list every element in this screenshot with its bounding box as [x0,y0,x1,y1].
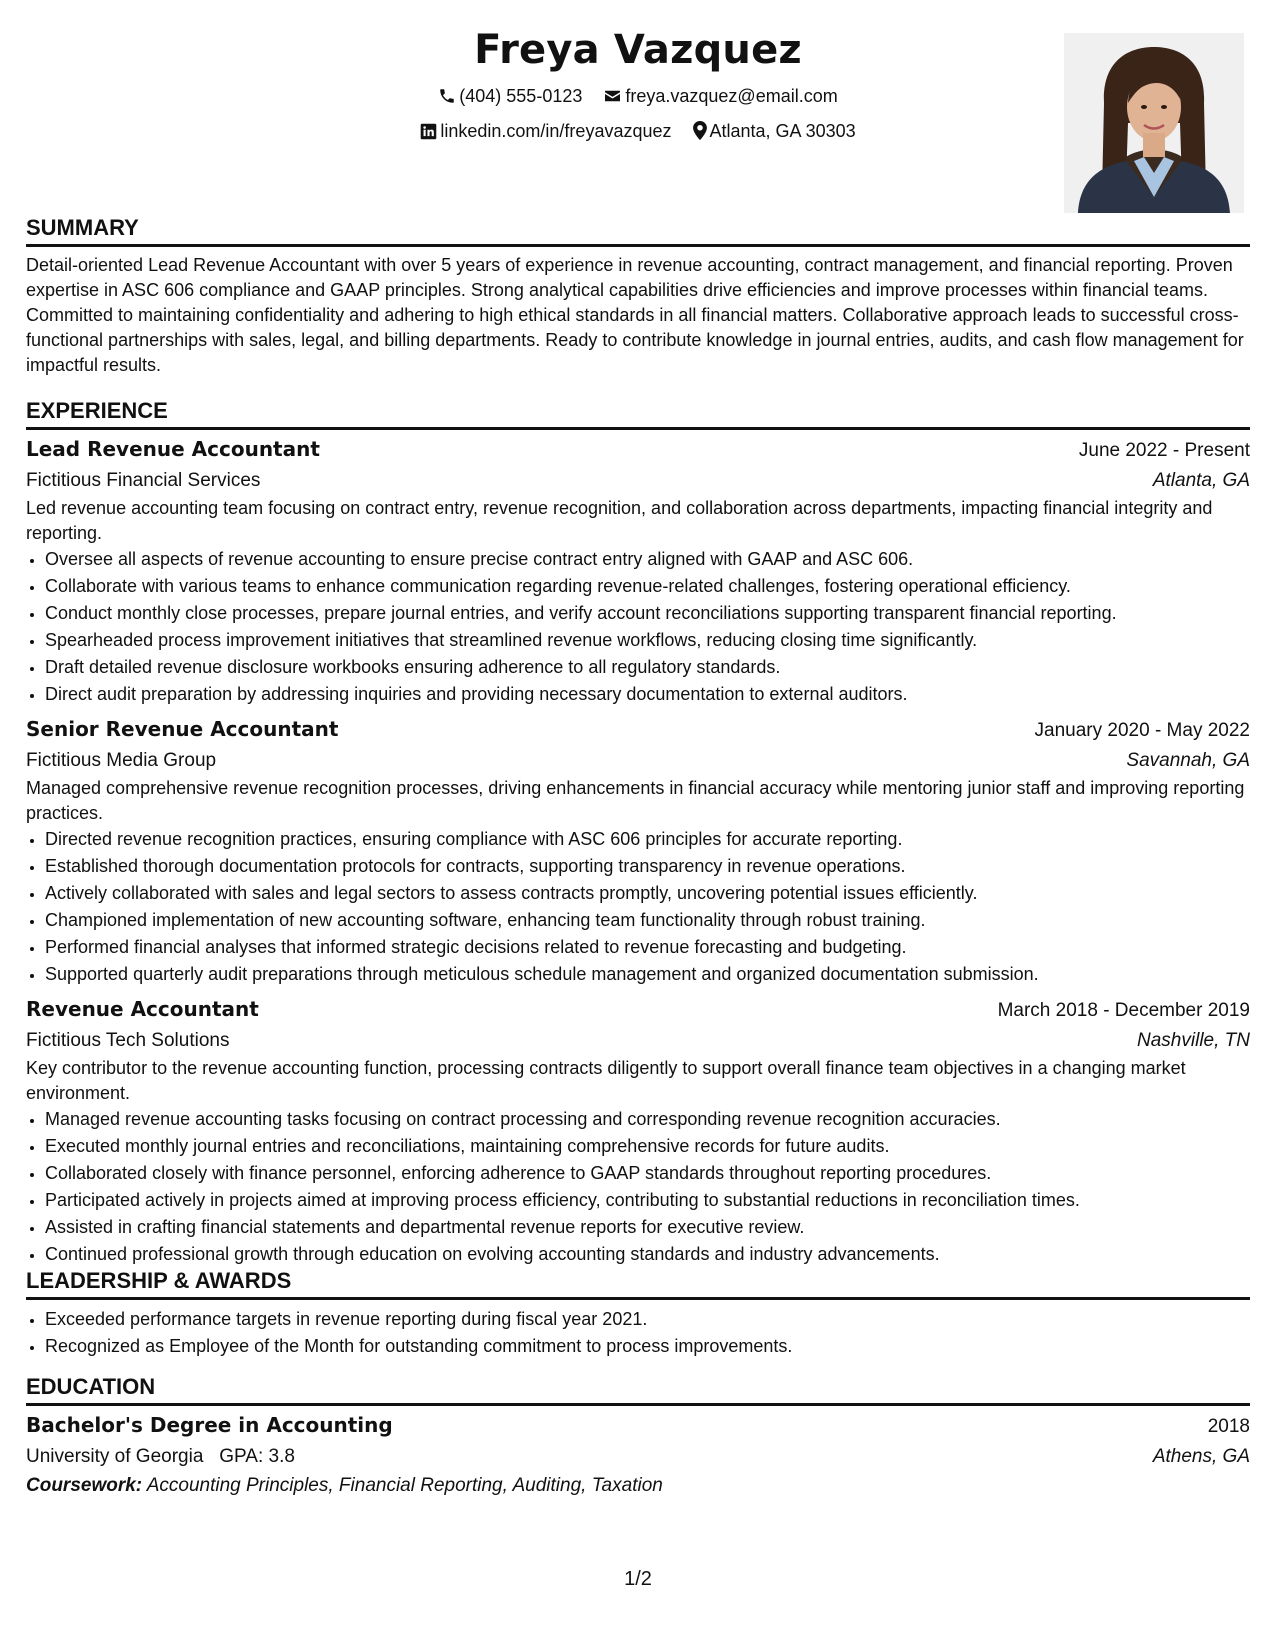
profile-photo [1064,33,1244,213]
linkedin-url: linkedin.com/in/freyavazquez [440,121,672,141]
contact-linkedin[interactable] [420,118,671,147]
contact-email[interactable] [603,83,837,112]
job-dates: June 2022 - Present [1078,440,1250,461]
job-entry [26,714,1250,988]
experience-section [26,397,1250,1268]
coursework-line [26,1472,1250,1500]
experience-heading: EXPERIENCE [26,397,1250,430]
list-item: • Managed revenue accounting tasks focusing on contract processing and corresponding revenue recognition accuracies. [45,1106,1250,1133]
resume-page [26,0,1250,1650]
job-company: Fictitious Tech Solutions [26,1030,230,1051]
list-item: • Established thorough documentation protocols for contracts, supporting transparency in revenue operations. [45,853,1250,880]
job-header-row [26,714,1250,746]
list-item: • Directed revenue recognition practices, ensuring compliance with ASC 606 principles for accurate reporting. [45,826,1250,853]
job-description: Managed comprehensive revenue recognition processes, driving enhancements in financial accuracy while mentoring junior staff and improving reporting practices. [26,778,1245,823]
summary-text: Detail-oriented Lead Revenue Accountant with over 5 years of experience in revenue accounting, contract management, and financial reporting. Proven expertise in ASC 606 compliance and GAAP principles. Strong analytical capabilities drive efficiencies and improve processes within financial teams. Committed to maintaining confidentiality and adhering to high ethical standards in all financial matters. Collaborative approach leads to successful cross-functional partnerships with sales, legal, and billing departments. Ready to contribute knowledge in journal entries, audits, and cash flow management for impactful results. [26,255,1244,375]
list-item: • Actively collaborated with sales and legal sectors to assess contracts promptly, uncovering potential issues efficiently. [45,880,1250,907]
education-heading: EDUCATION [26,1373,1250,1406]
envelope-icon [603,86,622,112]
coursework-label: Coursework: [26,1475,143,1496]
education-header-row [26,1410,1250,1442]
list-item: • Direct audit preparation by addressing inquiries and providing necessary documentation to external auditors. [45,681,1250,708]
list-item: • Championed implementation of new accounting software, enhancing team functionality through robust training. [45,907,1250,934]
job-company-row [26,466,1250,496]
summary-heading: SUMMARY [26,214,1250,247]
job-title: Lead Revenue Accountant [26,437,320,461]
education-section [26,1373,1250,1500]
job-entry [26,434,1250,708]
list-item: • Draft detailed revenue disclosure workbooks ensuring adherence to all regulatory standards. [45,654,1250,681]
list-item: • Assisted in crafting financial statements and departmental revenue reports for executive review. [45,1214,1250,1241]
phone-icon [438,86,456,112]
linkedin-icon [420,121,437,147]
degree-title: Bachelor's Degree in Accounting [26,1413,393,1437]
job-header-row [26,994,1250,1026]
job-company-row [26,1026,1250,1056]
job-bullets [26,826,1250,988]
list-item: • Conduct monthly close processes, prepare journal entries, and verify account reconciliations supporting transparent financial reporting. [45,600,1250,627]
job-company: Fictitious Financial Services [26,470,261,491]
job-header-row [26,434,1250,466]
awards-bullets [26,1306,1250,1360]
school-name: University of Georgia [26,1446,204,1467]
email-address: freya.vazquez@email.com [625,86,838,106]
phone-number: (404) 555-0123 [459,86,583,106]
job-location: Savannah, GA [1126,750,1250,771]
list-item: • Participated actively in projects aimed at improving process efficiency, contributing to substantial reductions in reconciliation times. [45,1187,1250,1214]
job-dates: March 2018 - December 2019 [997,1000,1250,1021]
list-item: • Spearheaded process improvement initiatives that streamlined revenue workflows, reducing closing time significantly. [45,627,1250,654]
list-item: • Collaborated closely with finance personnel, enforcing adherence to GAAP standards throughout reporting procedures. [45,1160,1250,1187]
page-number: 1/2 [624,1568,652,1590]
list-item: • Exceeded performance targets in revenue reporting during fiscal year 2021. [45,1306,1250,1333]
job-description: Key contributor to the revenue accounting function, processing contracts diligently to support overall finance team objectives in a changing market environment. [26,1058,1186,1103]
list-item: • Supported quarterly audit preparations through meticulous schedule management and organized documentation submission. [45,961,1250,988]
job-title: Revenue Accountant [26,997,259,1021]
education-school-row [26,1442,1250,1472]
summary-section [26,214,1250,378]
job-bullets [26,546,1250,708]
map-marker-icon [693,121,707,147]
list-item: • Collaborate with various teams to enhance communication regarding revenue-related challenges, fostering operational efficiency. [45,573,1250,600]
list-item: • Recognized as Employee of the Month for outstanding commitment to process improvements. [45,1333,1250,1360]
graduation-year: 2018 [1207,1416,1250,1437]
contact-location [693,118,856,147]
job-title: Senior Revenue Accountant [26,717,339,741]
job-dates: January 2020 - May 2022 [1034,720,1250,741]
list-item: • Oversee all aspects of revenue accounting to ensure precise contract entry aligned with GAAP and ASC 606. [45,546,1250,573]
location-text: Atlanta, GA 30303 [709,121,856,141]
awards-section [26,1267,1250,1360]
school-info [26,1442,295,1472]
job-company-row [26,746,1250,776]
job-description: Led revenue accounting team focusing on contract entry, revenue recognition, and collaboration across departments, impacting financial integrity and reporting. [26,498,1213,543]
job-company: Fictitious Media Group [26,750,217,771]
job-bullets [26,1106,1250,1268]
awards-heading: LEADERSHIP & AWARDS [26,1267,1250,1300]
list-item: • Performed financial analyses that informed strategic decisions related to revenue forecasting and budgeting. [45,934,1250,961]
job-entry [26,994,1250,1268]
school-location: Athens, GA [1152,1446,1250,1467]
job-location: Atlanta, GA [1152,470,1250,491]
coursework-list: Accounting Principles, Financial Reporting, Auditing, Taxation [146,1475,663,1496]
gpa: GPA: 3.8 [219,1446,295,1467]
job-location: Nashville, TN [1137,1030,1250,1051]
list-item: • Executed monthly journal entries and reconciliations, maintaining comprehensive records for future audits. [45,1133,1250,1160]
list-item: • Continued professional growth through education on evolving accounting standards and industry advancements. [45,1241,1250,1268]
candidate-name: Freya Vazquez [474,27,802,73]
contact-phone [438,83,582,112]
